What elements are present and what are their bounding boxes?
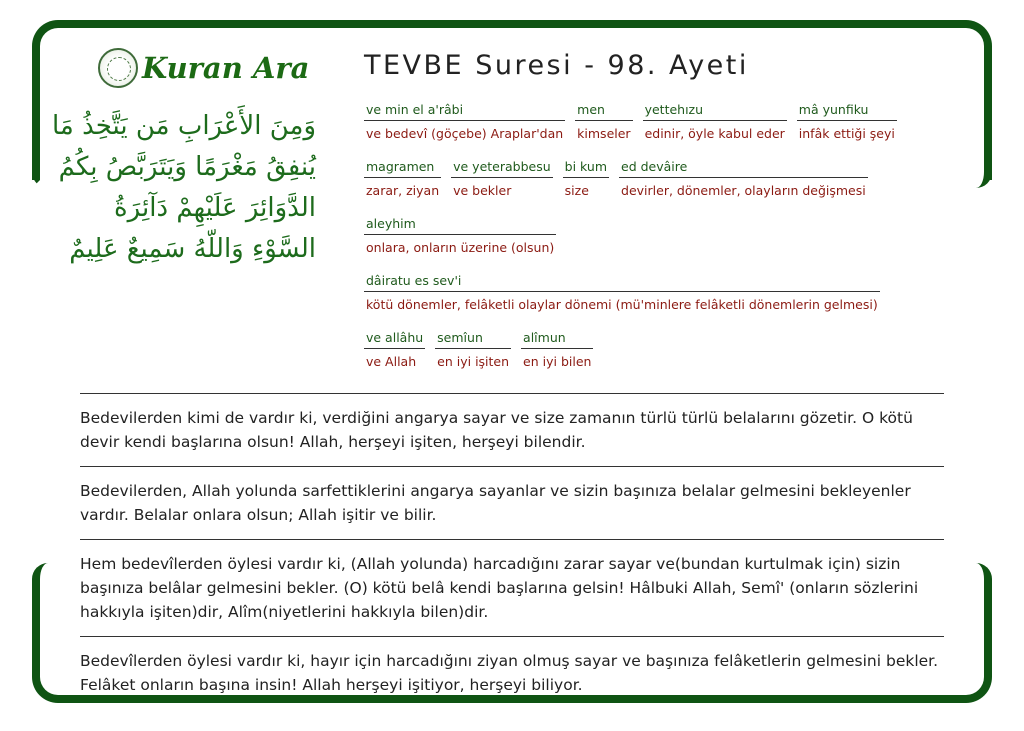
- word-item[interactable]: [797, 102, 897, 159]
- frame-bottom-left-tail: [32, 563, 48, 581]
- word-transliteration: bi kum: [563, 159, 609, 178]
- frame-bottom-right-tail: [976, 563, 992, 581]
- word-meaning: devirler, dönemler, olayların değişmesi: [621, 183, 866, 198]
- word-item[interactable]: [364, 273, 880, 330]
- site-logo[interactable]: [98, 46, 318, 90]
- arabic-line: وَمِنَ الأَعْرَابِ مَن يَتَّخِذُ مَا: [51, 111, 316, 141]
- word-item[interactable]: [619, 159, 868, 216]
- word-transliteration: dâiratu es sev'i: [364, 273, 880, 292]
- word-transliteration: men: [575, 102, 632, 121]
- word-item[interactable]: [364, 159, 441, 216]
- page-title: TEVBE Suresi - 98. Ayeti: [364, 50, 749, 81]
- word-meaning: ve bedevî (göçebe) Araplar'dan: [366, 126, 564, 141]
- word-item[interactable]: [435, 330, 511, 387]
- word-transliteration: ve yeterabbesu: [451, 159, 553, 178]
- word-row: [364, 330, 944, 387]
- word-transliteration: yettehızu: [643, 102, 787, 121]
- arabic-line: السَّوْءِ وَاللّهُ سَمِيعٌ عَلِيمٌ: [69, 234, 316, 264]
- meaning-item: Bedevilerden, Allah yolunda sarfettiklerini angarya sayanlar ve sizin başınıza belalar gelmesini bekleyenler vardır. Belalar onlara olsun; Allah işitir ve bilir.: [80, 466, 944, 539]
- arabic-line: الدَّوَائِرَ عَلَيْهِمْ دَآئِرَةُ: [114, 193, 316, 223]
- word-transliteration: mâ yunfiku: [797, 102, 897, 121]
- quran-emblem-icon: [98, 48, 138, 88]
- word-meaning: ve bekler: [453, 183, 512, 198]
- word-item[interactable]: [364, 330, 425, 387]
- word-item[interactable]: [575, 102, 632, 159]
- word-transliteration: aleyhim: [364, 216, 556, 235]
- logo-text: Kuran Ara: [142, 51, 310, 85]
- word-by-word-translation: [364, 102, 944, 387]
- word-meaning: size: [564, 183, 589, 198]
- arabic-line: يُنفِقُ مَغْرَمًا وَيَتَرَبَّصُ بِكُمُ: [58, 152, 316, 182]
- meaning-item: Bedevilerden kimi de vardır ki, verdiğini angarya sayar ve size zamanın türlü türlü belalarını gözetir. O kötü devir kendi başlarına olsun! Allah, herşeyi işiten, herşeyi bilendir.: [80, 393, 944, 466]
- word-meaning: infâk ettiği şeyi: [798, 126, 895, 141]
- word-meaning: kimseler: [577, 126, 631, 141]
- meaning-item: Bedevîlerden öylesi vardır ki, hayır için harcadığını ziyan olmuş sayar ve başınıza felâketlerin gelmesini bekler. Felâket onların başına insin! Allah herşeyi işitiyor, herşeyi biliyor.: [80, 636, 944, 709]
- word-transliteration: ed devâire: [619, 159, 868, 178]
- word-item[interactable]: [643, 102, 787, 159]
- word-meaning: en iyi işiten: [437, 354, 510, 369]
- word-row: [364, 159, 944, 216]
- word-meaning: zarar, ziyan: [366, 183, 440, 198]
- word-transliteration: ve min el a'râbi: [364, 102, 565, 121]
- word-row: [364, 273, 944, 330]
- word-meaning: edinir, öyle kabul eder: [644, 126, 785, 141]
- word-meaning: ve Allah: [366, 354, 417, 369]
- word-transliteration: ve allâhu: [364, 330, 425, 349]
- word-meaning: onlara, onların üzerine (olsun): [366, 240, 555, 255]
- word-row: [364, 102, 944, 159]
- word-transliteration: magramen: [364, 159, 441, 178]
- word-item[interactable]: [563, 159, 609, 216]
- meaning-translations: [80, 393, 944, 709]
- word-item[interactable]: [451, 159, 553, 216]
- word-transliteration: semîun: [435, 330, 511, 349]
- frame-top-right-tail: [976, 170, 992, 188]
- word-transliteration: alîmun: [521, 330, 593, 349]
- word-item[interactable]: [364, 216, 556, 273]
- word-item[interactable]: [521, 330, 593, 387]
- meaning-item: Hem bedevîlerden öylesi vardır ki, (Allah yolunda) harcadığını zarar sayar ve(bundan kurtulmak için) sizin başınıza belâlar gelmesini bekler. (O) kötü belâ kendi başlarına gelsin! Hâlbuki Allah, Semî' (onların sözlerini hakkıyla işiten)dir, Alîm(niyetlerini hakkıyla bilen)dir.: [80, 539, 944, 636]
- arabic-verse: [44, 106, 316, 270]
- word-meaning: kötü dönemler, felâketli olaylar dönemi (mü'minlere felâketli dönemlerin gelmesi): [366, 297, 878, 312]
- word-row: [364, 216, 944, 273]
- word-item[interactable]: [364, 102, 565, 159]
- word-meaning: en iyi bilen: [523, 354, 592, 369]
